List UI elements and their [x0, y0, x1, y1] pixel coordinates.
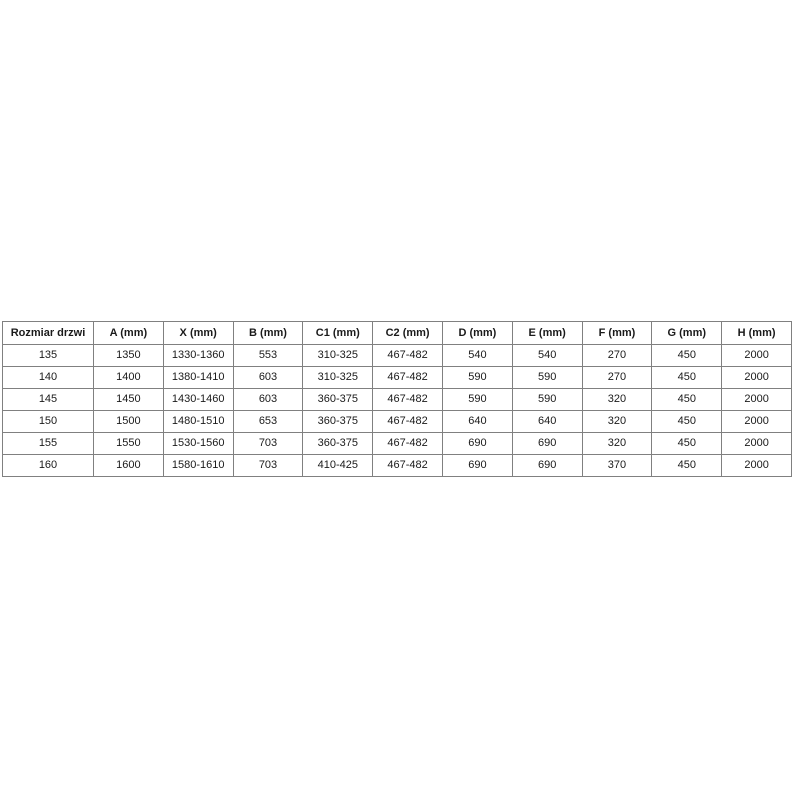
table-cell: 690 — [442, 433, 512, 455]
table-cell: 1450 — [94, 389, 164, 411]
table-body — [3, 345, 792, 477]
table-cell: 590 — [442, 367, 512, 389]
table-cell: 553 — [233, 345, 303, 367]
column-header: D (mm) — [442, 322, 512, 345]
table-cell: 310-325 — [303, 367, 373, 389]
column-header: A (mm) — [94, 322, 164, 345]
table-cell: 690 — [512, 455, 582, 477]
table-cell: 410-425 — [303, 455, 373, 477]
table-cell: 603 — [233, 367, 303, 389]
column-header: Rozmiar drzwi — [3, 322, 94, 345]
table-cell: 155 — [3, 433, 94, 455]
table-cell: 603 — [233, 389, 303, 411]
table-cell: 703 — [233, 455, 303, 477]
table-cell: 145 — [3, 389, 94, 411]
table-cell: 640 — [512, 411, 582, 433]
table-row — [3, 345, 792, 367]
table-cell: 450 — [652, 411, 722, 433]
table-cell: 703 — [233, 433, 303, 455]
table-row — [3, 455, 792, 477]
table-cell: 590 — [442, 389, 512, 411]
table-cell: 2000 — [722, 433, 792, 455]
table-cell: 320 — [582, 433, 652, 455]
table-cell: 1350 — [94, 345, 164, 367]
table-cell: 2000 — [722, 455, 792, 477]
table-row — [3, 433, 792, 455]
table-cell: 590 — [512, 367, 582, 389]
table-cell: 1550 — [94, 433, 164, 455]
table-cell: 1500 — [94, 411, 164, 433]
table-cell: 540 — [442, 345, 512, 367]
table-cell: 450 — [652, 345, 722, 367]
table-cell: 640 — [442, 411, 512, 433]
column-header: C1 (mm) — [303, 322, 373, 345]
table-cell: 1430-1460 — [163, 389, 233, 411]
column-header: X (mm) — [163, 322, 233, 345]
table-cell: 1400 — [94, 367, 164, 389]
table-cell: 690 — [512, 433, 582, 455]
table-cell: 2000 — [722, 345, 792, 367]
column-header: C2 (mm) — [373, 322, 443, 345]
table-cell: 1580-1610 — [163, 455, 233, 477]
table-cell: 310-325 — [303, 345, 373, 367]
table-cell: 467-482 — [373, 455, 443, 477]
header-row — [3, 322, 792, 345]
table-head — [3, 322, 792, 345]
table-cell: 1480-1510 — [163, 411, 233, 433]
door-dimensions-table — [2, 321, 792, 477]
table-cell: 160 — [3, 455, 94, 477]
column-header: F (mm) — [582, 322, 652, 345]
table-row — [3, 389, 792, 411]
table-cell: 450 — [652, 455, 722, 477]
table-cell: 450 — [652, 367, 722, 389]
table-cell: 135 — [3, 345, 94, 367]
table-row — [3, 367, 792, 389]
table-row — [3, 411, 792, 433]
table-cell: 150 — [3, 411, 94, 433]
table-cell: 320 — [582, 411, 652, 433]
table-cell: 140 — [3, 367, 94, 389]
table-cell: 2000 — [722, 367, 792, 389]
table-cell: 467-482 — [373, 389, 443, 411]
table-cell: 1380-1410 — [163, 367, 233, 389]
table-cell: 653 — [233, 411, 303, 433]
table-cell: 2000 — [722, 389, 792, 411]
column-header: E (mm) — [512, 322, 582, 345]
table-cell: 450 — [652, 389, 722, 411]
table-cell: 2000 — [722, 411, 792, 433]
table-cell: 1600 — [94, 455, 164, 477]
table-cell: 540 — [512, 345, 582, 367]
table-cell: 467-482 — [373, 345, 443, 367]
table-cell: 370 — [582, 455, 652, 477]
table-cell: 467-482 — [373, 433, 443, 455]
table-cell: 467-482 — [373, 411, 443, 433]
column-header: H (mm) — [722, 322, 792, 345]
table-cell: 467-482 — [373, 367, 443, 389]
table-cell: 360-375 — [303, 411, 373, 433]
column-header: B (mm) — [233, 322, 303, 345]
table-cell: 690 — [442, 455, 512, 477]
table-cell: 1530-1560 — [163, 433, 233, 455]
column-header: G (mm) — [652, 322, 722, 345]
table-cell: 1330-1360 — [163, 345, 233, 367]
table-cell: 590 — [512, 389, 582, 411]
table-cell: 360-375 — [303, 389, 373, 411]
table-cell: 450 — [652, 433, 722, 455]
table-cell: 270 — [582, 367, 652, 389]
table-cell: 360-375 — [303, 433, 373, 455]
table-cell: 320 — [582, 389, 652, 411]
table-cell: 270 — [582, 345, 652, 367]
